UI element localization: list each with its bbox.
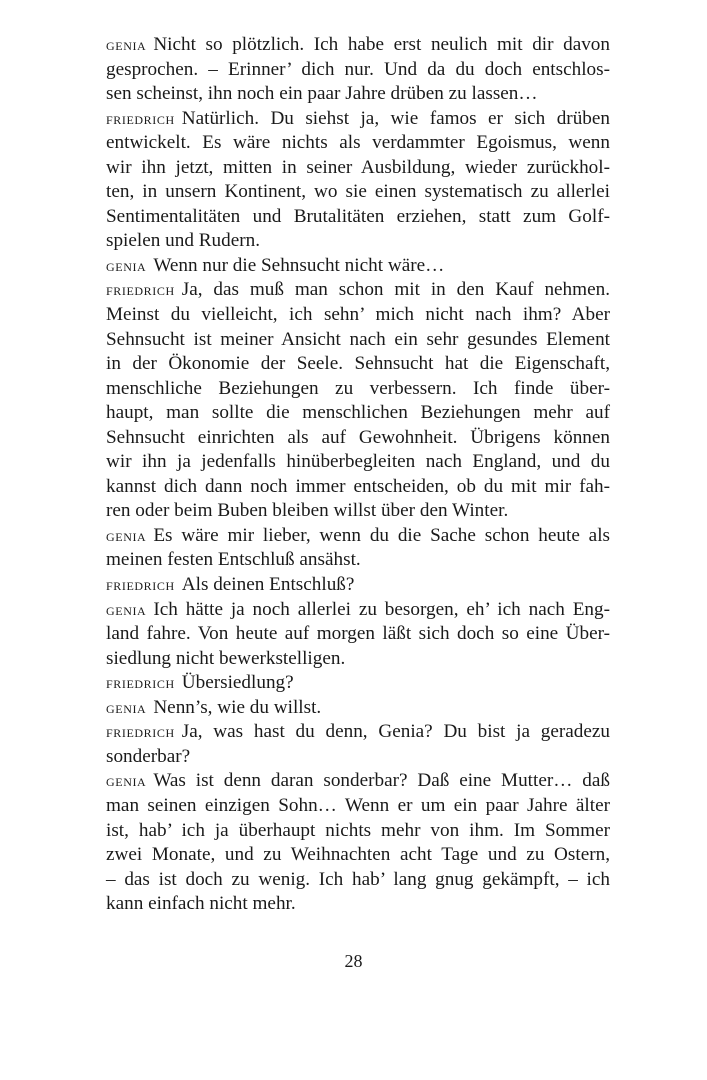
speech-line <box>106 450 610 475</box>
line-text: kannst dich dann noch immer entscheiden, ob du mit mir fah- <box>106 475 610 497</box>
line-text: ten, in unsern Kontinent, wo sie einen systematisch zu allerlei <box>106 181 610 203</box>
speech-line <box>106 254 610 279</box>
speech-line <box>106 720 610 745</box>
speech-line <box>106 278 610 303</box>
line-text: Wenn nur die Sehnsucht nicht wäre… <box>153 254 445 276</box>
line-text: Es wäre mir lieber, wenn du die Sache schon heute als <box>153 524 610 546</box>
speech-line <box>106 58 610 83</box>
line-text: land fahre. Von heute auf morgen läßt sich doch so eine Über- <box>106 623 610 645</box>
speech-line <box>106 598 610 623</box>
line-text: Sehnsucht ist meiner Ansicht nach ein sehr gesundes Element <box>106 328 610 350</box>
speaker-name: genia <box>106 525 147 545</box>
speaker-name: genia <box>106 255 147 275</box>
speech-friedrich <box>106 671 610 696</box>
line-text: entwickelt. Es wäre nichts als verdammter Egoismus, wenn <box>106 132 610 154</box>
speaker-name: genia <box>106 35 147 54</box>
speech-line <box>106 892 610 917</box>
line-text: Nicht so plötzlich. Ich habe erst neulich mit dir davon <box>153 34 610 55</box>
speaker-name: genia <box>106 697 147 717</box>
speech-friedrich <box>106 720 610 769</box>
speech-line <box>106 475 610 500</box>
speaker-name: friedrich <box>106 575 175 595</box>
speaker-name: friedrich <box>106 722 175 742</box>
speech-line <box>106 131 610 156</box>
speech-line <box>106 573 610 598</box>
line-text: Übersiedlung? <box>181 672 294 694</box>
line-text: sen scheinst, ihn noch ein paar Jahre drüben zu lassen… <box>106 83 538 105</box>
line-text: zwei Monate, und zu Weihnachten acht Tage und zu Ostern, <box>106 844 610 866</box>
speech-line <box>106 401 610 426</box>
speech-line <box>106 156 610 181</box>
line-text: meinen festen Entschluß ansähst. <box>106 549 361 571</box>
speech-line <box>106 229 610 254</box>
speech-line <box>106 352 610 377</box>
speech-line <box>106 647 610 672</box>
speech-line <box>106 769 610 794</box>
line-text: haupt, man sollte die menschlichen Beziehungen mehr auf <box>106 402 610 424</box>
speech-line <box>106 868 610 893</box>
speech-genia <box>106 598 610 672</box>
page-number: 28 <box>344 951 363 971</box>
line-text: gesprochen. – Erinner’ dich nur. Und da du doch entschlos- <box>106 58 610 80</box>
speech-line <box>106 107 610 132</box>
speech-line <box>106 499 610 524</box>
line-text: Sehnsucht einrichten als auf Gewohnheit. Übrigens können <box>106 426 610 448</box>
speaker-name: friedrich <box>106 280 175 300</box>
line-text: Sentimentalitäten und Brutalitäten erziehen, statt zum Golf- <box>106 205 610 227</box>
speech-line <box>106 794 610 819</box>
speaker-name: friedrich <box>106 108 175 128</box>
speech-line <box>106 843 610 868</box>
line-text: Meinst du vielleicht, ich sehn’ mich nicht nach ihm? Aber <box>106 304 610 326</box>
line-text: Ich hätte ja noch allerlei zu besorgen, eh’ ich nach Eng- <box>153 598 610 620</box>
speech-line <box>106 671 610 696</box>
speech-friedrich <box>106 107 610 254</box>
line-text: kann einfach nicht mehr. <box>106 893 296 915</box>
speech-genia <box>106 524 610 573</box>
speaker-name: genia <box>106 771 147 791</box>
line-text: spielen und Rudern. <box>106 230 261 252</box>
line-text: sonderbar? <box>106 745 191 767</box>
line-text: in der Ökonomie der Seele. Sehnsucht hat die Eigenschaft, <box>106 353 610 375</box>
speech-line <box>106 328 610 353</box>
line-text: siedlung nicht bewerkstelligen. <box>106 647 346 669</box>
line-text: Nenn’s, wie du willst. <box>153 696 322 718</box>
speaker-name: friedrich <box>106 673 175 693</box>
line-text: Ja, das muß man schon mit in den Kauf nehmen. <box>181 279 610 301</box>
speech-line <box>106 377 610 402</box>
speech-genia <box>106 769 610 916</box>
line-text: – das ist doch zu wenig. Ich hab’ lang gnug gekämpft, – ich <box>106 868 610 890</box>
speech-friedrich <box>106 278 610 523</box>
speech-line <box>106 205 610 230</box>
line-text: wir ihn ja jedenfalls hinüberbegleiten nach England, und du <box>106 451 610 473</box>
line-text: Ja, was hast du denn, Genia? Du bist ja geradezu <box>181 721 610 743</box>
line-text: Als deinen Entschluß? <box>181 574 355 596</box>
line-text: ist, hab’ ich ja überhaupt nichts mehr von ihm. Im Sommer <box>106 819 610 841</box>
line-text: Natürlich. Du siehst ja, wie famos er sich drüben <box>181 107 610 129</box>
line-text: man seinen einzigen Sohn… Wenn er um ein paar Jahre älter <box>106 794 610 816</box>
line-text: Was ist denn daran sonderbar? Daß eine Mutter… daß <box>153 770 610 792</box>
speech-line <box>106 819 610 844</box>
speech-line <box>106 82 610 107</box>
line-text: wir ihn jetzt, mitten in seiner Ausbildung, wieder zurückhol- <box>106 156 610 178</box>
speech-line <box>106 524 610 549</box>
speaker-name: genia <box>106 599 147 619</box>
speech-genia <box>106 696 610 721</box>
speech-line <box>106 33 610 58</box>
speech-line <box>106 180 610 205</box>
speech-line <box>106 745 610 770</box>
speech-line <box>106 696 610 721</box>
speech-genia <box>106 33 610 107</box>
speech-line <box>106 426 610 451</box>
line-text: menschliche Beziehungen zu verbessern. Ich finde über- <box>106 377 610 399</box>
speech-line <box>106 303 610 328</box>
line-text: ren oder beim Buben bleiben willst über den Winter. <box>106 500 509 522</box>
speech-friedrich <box>106 573 610 598</box>
book-page-text <box>106 33 610 917</box>
speech-line <box>106 548 610 573</box>
speech-line <box>106 622 610 647</box>
speech-genia <box>106 254 610 279</box>
